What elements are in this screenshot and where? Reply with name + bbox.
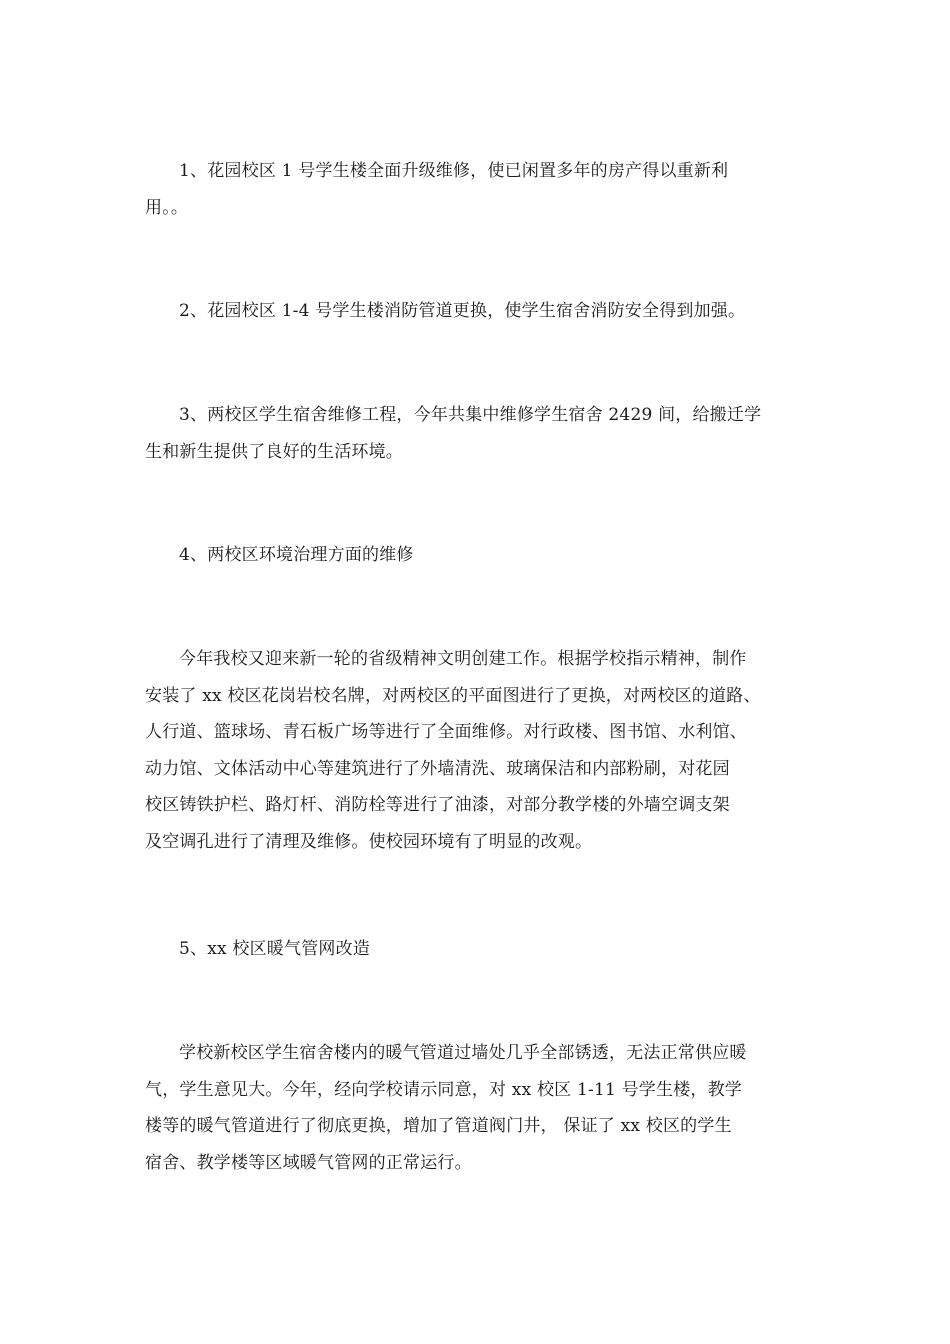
paragraph-line: 学校新校区学生宿舍楼内的暖气管道过墙处几乎全部锈透，无法正常供应暖 — [179, 1043, 747, 1063]
paragraph-body-environment — [145, 641, 810, 861]
paragraph-line: 5、xx 校区暖气管网改造 — [179, 939, 370, 959]
paragraph-line: 气，学生意见大。今年，经向学校请示同意，对 xx 校区 1-11 号学生楼，教学 — [145, 1079, 742, 1100]
paragraph-line: 4、两校区环境治理方面的维修 — [179, 545, 414, 565]
paragraph-line: 今年我校又迎来新一轮的省级精神文明创建工作。根据学校指示精神，制作 — [179, 649, 747, 669]
paragraph-body-heating — [145, 1035, 810, 1181]
paragraph-line: 宿舍、教学楼等区域暖气管网的正常运行。 — [145, 1152, 472, 1173]
paragraph-line: 校区铸铁护栏、路灯杆、消防栓等进行了油漆，对部分教学楼的外墙空调支架 — [145, 795, 730, 816]
paragraph-line: 生和新生提供了良好的生活环境。 — [145, 441, 403, 462]
paragraph-item-2 — [145, 293, 810, 330]
paragraph-heading-4 — [145, 537, 810, 574]
paragraph-line: 人行道、篮球场、青石板广场等进行了全面维修。对行政楼、图书馆、水利馆、 — [145, 722, 747, 743]
paragraph-item-3 — [145, 397, 810, 470]
paragraph-line: 及空调孔进行了清理及维修。使校园环境有了明显的改观。 — [145, 831, 593, 852]
paragraph-line: 安装了 xx 校区花岗岩校名牌，对两校区的平面图进行了更换，对两校区的道路、 — [145, 685, 761, 706]
paragraph-line: 动力馆、文体活动中心等建筑进行了外墙清洗、玻璃保洁和内部粉刷，对花园 — [145, 758, 730, 779]
paragraph-line: 3、两校区学生宿舍维修工程，今年共集中维修学生宿舍 2429 间，给搬迁学 — [179, 405, 762, 425]
paragraph-line: 2、花园校区 1-4 号学生楼消防管道更换，使学生宿舍消防安全得到加强。 — [179, 301, 746, 321]
paragraph-line: 楼等的暖气管道进行了彻底更换，增加了管道阀门井， 保证了 xx 校区的学生 — [145, 1116, 732, 1137]
paragraph-line: 1、花园校区 1 号学生楼全面升级维修，使已闲置多年的房产得以重新利 — [179, 161, 729, 181]
paragraph-heading-5 — [145, 931, 810, 968]
paragraph-item-1 — [145, 153, 810, 226]
paragraph-line: 用。。 — [145, 197, 189, 218]
